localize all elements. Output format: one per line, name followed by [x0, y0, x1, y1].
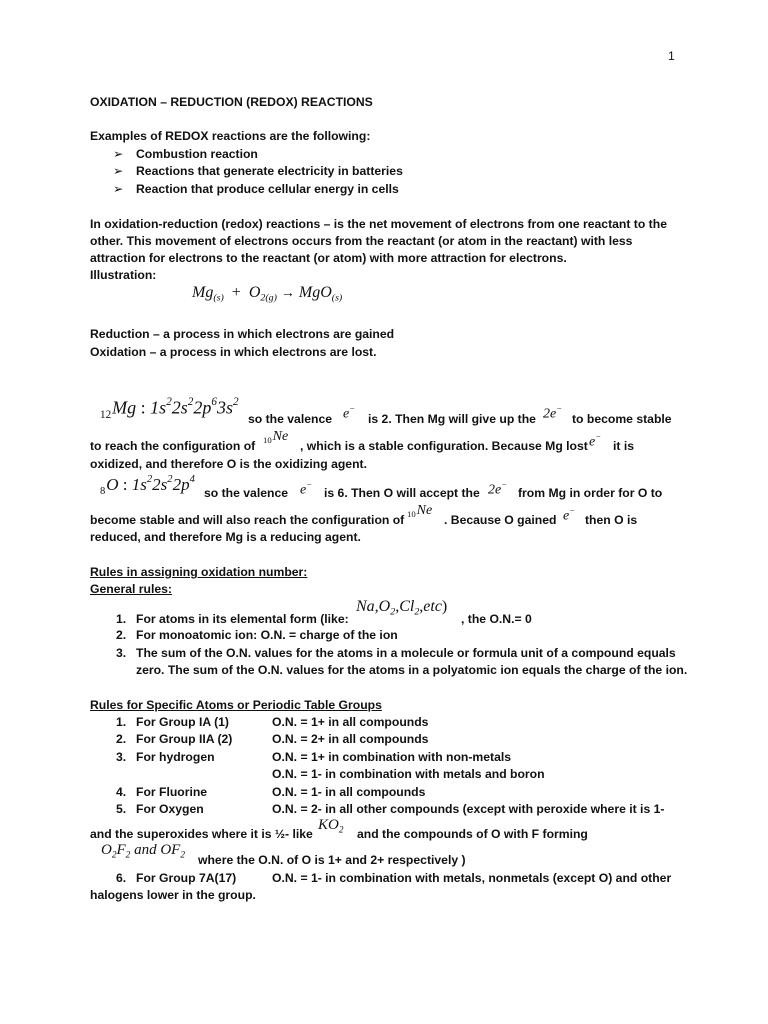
ko2-formula: $KO_2$: [318, 817, 344, 836]
o-config-text: then O is: [585, 513, 638, 527]
specific-rule-number: 3.: [116, 750, 127, 764]
specific-rule-value: O.N. = 2+ in all compounds: [272, 732, 429, 746]
o-config-text: reduced, and therefore Mg is a reducing agent.: [90, 530, 361, 544]
oxygen-continuation: and the superoxides where it is ½- like: [90, 827, 313, 841]
page-title: OXIDATION – REDUCTION (REDOX) REACTIONS: [90, 95, 373, 109]
reaction-arrow-icon: →: [280, 286, 295, 301]
specific-rule-label: For Group IIA (2): [136, 732, 233, 746]
rule-number: 1.: [116, 612, 127, 626]
mg-config-text: oxidized, and therefore O is the oxidizing agent.: [90, 457, 367, 471]
mg-config-text: , which is a stable configuration. Because Mg lost: [300, 439, 588, 453]
bullet-item: Reaction that produce cellular energy in cells: [136, 182, 399, 196]
specific-rule-number: 5.: [116, 802, 127, 816]
electron-symbol: e−: [300, 479, 313, 498]
electron-symbol: e−: [563, 505, 576, 524]
definition-line: In oxidation-reduction (redox) reactions – is the net movement of electrons from one reactant to the: [90, 217, 667, 231]
rule-text: zero. The sum of the O.N. values for the atoms in a polyatomic ion equals the charge of the ion.: [136, 663, 688, 677]
mg-valence-text: to become stable: [572, 412, 672, 426]
specific-rule-label: For Group 7A(17): [136, 871, 237, 885]
specific-rule-label: For hydrogen: [136, 750, 215, 764]
bullet-arrow-icon: ➢: [113, 164, 124, 178]
general-rules-heading: General rules:: [90, 582, 172, 596]
specific-rule-value: O.N. = 2- in all other compounds (except with peroxide where it is 1-: [272, 802, 665, 816]
specific-rule-number: 1.: [116, 715, 127, 729]
electron-symbol: e−: [589, 431, 602, 450]
o-config-text: become stable and will also reach the configuration of: [90, 513, 405, 527]
rules-heading: Rules in assigning oxidation number:: [90, 565, 308, 579]
o-config-text: . Because O gained: [444, 513, 557, 527]
specific-rules-heading: Rules for Specific Atoms or Periodic Table Groups: [90, 698, 382, 712]
o-electron-configuration: $_8$O : $1s^22s^22p^4$: [100, 474, 195, 498]
elemental-examples: $Na,O_2,Cl_2,etc$): [356, 598, 448, 618]
specific-rule-value: O.N. = 1- in combination with metals, nonmetals (except O) and other: [272, 871, 672, 885]
mg-valence-text: is 2. Then Mg will give up the: [368, 412, 536, 426]
bullet-item: Reactions that generate electricity in batteries: [136, 164, 403, 178]
rule-text: For monoatomic ion: O.N. = charge of the ion: [136, 628, 398, 642]
oxidation-definition: Oxidation – a process in which electrons are lost.: [90, 345, 377, 359]
specific-rule-number: 2.: [116, 732, 127, 746]
mg-config-text: it is: [613, 439, 634, 453]
examples-heading: Examples of REDOX reactions are the following:: [90, 129, 371, 143]
mg-electron-configuration: $_{12}$Mg : $1s^22s^22p^63s^2$: [100, 396, 239, 421]
specific-rule-label: For Fluorine: [136, 785, 208, 799]
specific-rule-value: O.N. = 1- in combination with metals and boron: [272, 767, 545, 781]
rule-number: 3.: [116, 646, 127, 660]
neon-symbol: $_{10}$Ne: [407, 503, 433, 520]
definition-line: other. This movement of electrons occurs from the reactant (or atom in the reactant) with less: [90, 234, 633, 248]
group7-continuation: halogens lower in the group.: [90, 888, 256, 902]
o-valence-text: so the valence: [204, 486, 288, 500]
specific-rule-label: For Group IA (1): [136, 715, 229, 729]
specific-rule-value: O.N. = 1- in all compounds: [272, 785, 426, 799]
mg-valence-text: so the valence: [248, 412, 332, 426]
oxygen-continuation: where the O.N. of O is 1+ and 2+ respectively ): [198, 853, 466, 867]
oxygen-continuation: and the compounds of O with F forming: [357, 827, 588, 841]
neon-symbol: $_{10}$Ne: [263, 429, 289, 446]
bullet-arrow-icon: ➢: [113, 182, 124, 196]
reduction-definition: Reduction – a process in which electrons are gained: [90, 327, 395, 341]
page-number: 1: [668, 49, 675, 63]
bullet-item: Combustion reaction: [136, 147, 258, 161]
specific-rule-number: 6.: [116, 871, 127, 885]
rule-text: , the O.N.= 0: [461, 612, 532, 626]
rule-text: The sum of the O.N. values for the atoms in a molecule or formula unit of a compound equals: [136, 646, 676, 660]
specific-rule-value: O.N. = 1+ in combination with non-metals: [272, 750, 512, 764]
definition-line: attraction for electrons to the reactant (or atom) with more attraction for electrons.: [90, 251, 567, 265]
mg-config-text: to reach the configuration of: [90, 439, 256, 453]
o-valence-text: is 6. Then O will accept the: [324, 486, 480, 500]
redox-equation: $Mg_{(s)} + O_{2(g)} \to MgO_{(s)}$: [192, 284, 343, 304]
two-electron-symbol: 2e−: [488, 479, 508, 498]
rule-number: 2.: [116, 628, 127, 642]
oxygen-fluoride-formulas: $O_2F_2$ and $OF_2$: [101, 842, 185, 861]
illustration-label: Illustration:: [90, 268, 157, 282]
specific-rule-value: O.N. = 1+ in all compounds: [272, 715, 429, 729]
electron-symbol: e−: [343, 403, 356, 422]
specific-rule-number: 4.: [116, 785, 127, 799]
specific-rule-label: For Oxygen: [136, 802, 204, 816]
o-valence-text: from Mg in order for O to: [518, 486, 663, 500]
rule-text: For atoms in its elemental form (like:: [136, 612, 349, 626]
bullet-arrow-icon: ➢: [113, 147, 124, 161]
two-electron-symbol: 2e−: [543, 403, 563, 422]
